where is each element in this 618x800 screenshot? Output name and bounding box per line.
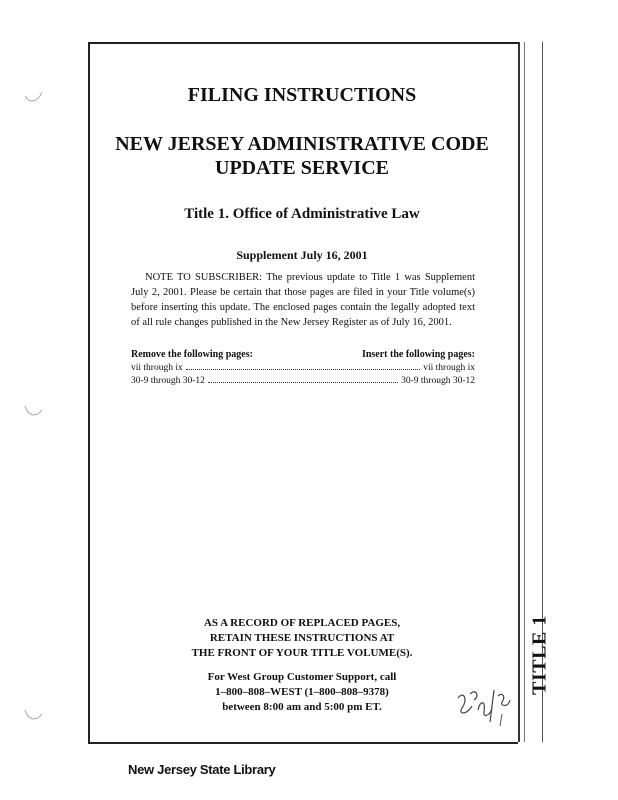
insert-pages-header: Insert the following pages: [361, 349, 475, 360]
table-row [131, 362, 475, 375]
filing-instructions-heading: FILING INSTRUCTIONS [187, 84, 417, 106]
table-row [131, 375, 475, 388]
insert-pages-cell: 30-9 through 30-12 [401, 376, 475, 386]
scan-mark [22, 82, 44, 104]
title-subheading: Title 1. Office of Administrative Law [184, 206, 420, 222]
title-tab-label: TITLE 1 [528, 615, 551, 695]
record-line: RETAIN THESE INSTRUCTIONS AT [209, 632, 395, 644]
remove-pages-cell: 30-9 through 30-12 [131, 376, 205, 386]
dot-leader [186, 369, 421, 370]
record-line: THE FRONT OF YOUR TITLE VOLUME(S). [191, 647, 413, 659]
code-title-line-2: UPDATE SERVICE [215, 157, 389, 179]
remove-pages-header: Remove the following pages: [131, 349, 253, 360]
insert-pages-cell: vii through ix [423, 363, 475, 373]
support-line: between 8:00 am and 5:00 pm ET. [222, 701, 382, 713]
subscriber-note: NOTE TO SUBSCRIBER: The previous update to Title 1 was Supplement July 2, 2001. Please be certain that those pages are filed in your Title volume(s) before inserting this update. The enclosed pages contain the legally adopted text of all rule changes published in the New Jersey Register as of July 16, 2001. [131, 272, 475, 328]
dot-leader [208, 382, 398, 383]
scan-mark [22, 398, 44, 420]
handwritten-date-signature [450, 670, 520, 730]
library-stamp: New Jersey State Library [128, 762, 276, 777]
record-line: AS A RECORD OF REPLACED PAGES, [203, 617, 401, 629]
code-title [88, 132, 516, 180]
code-title-line-1: NEW JERSEY ADMINISTRATIVE CODE [115, 133, 489, 155]
support-line: For West Group Customer Support, call [207, 671, 397, 683]
record-instructions [88, 616, 516, 661]
pages-table-header [131, 348, 475, 362]
title-tab [522, 610, 558, 700]
scan-mark [22, 702, 44, 724]
supplement-date: Supplement July 16, 2001 [236, 248, 368, 262]
support-line: 1–800–808–WEST (1–800–808–9378) [215, 686, 389, 698]
pages-table [131, 348, 475, 388]
remove-pages-cell: vii through ix [131, 363, 183, 373]
